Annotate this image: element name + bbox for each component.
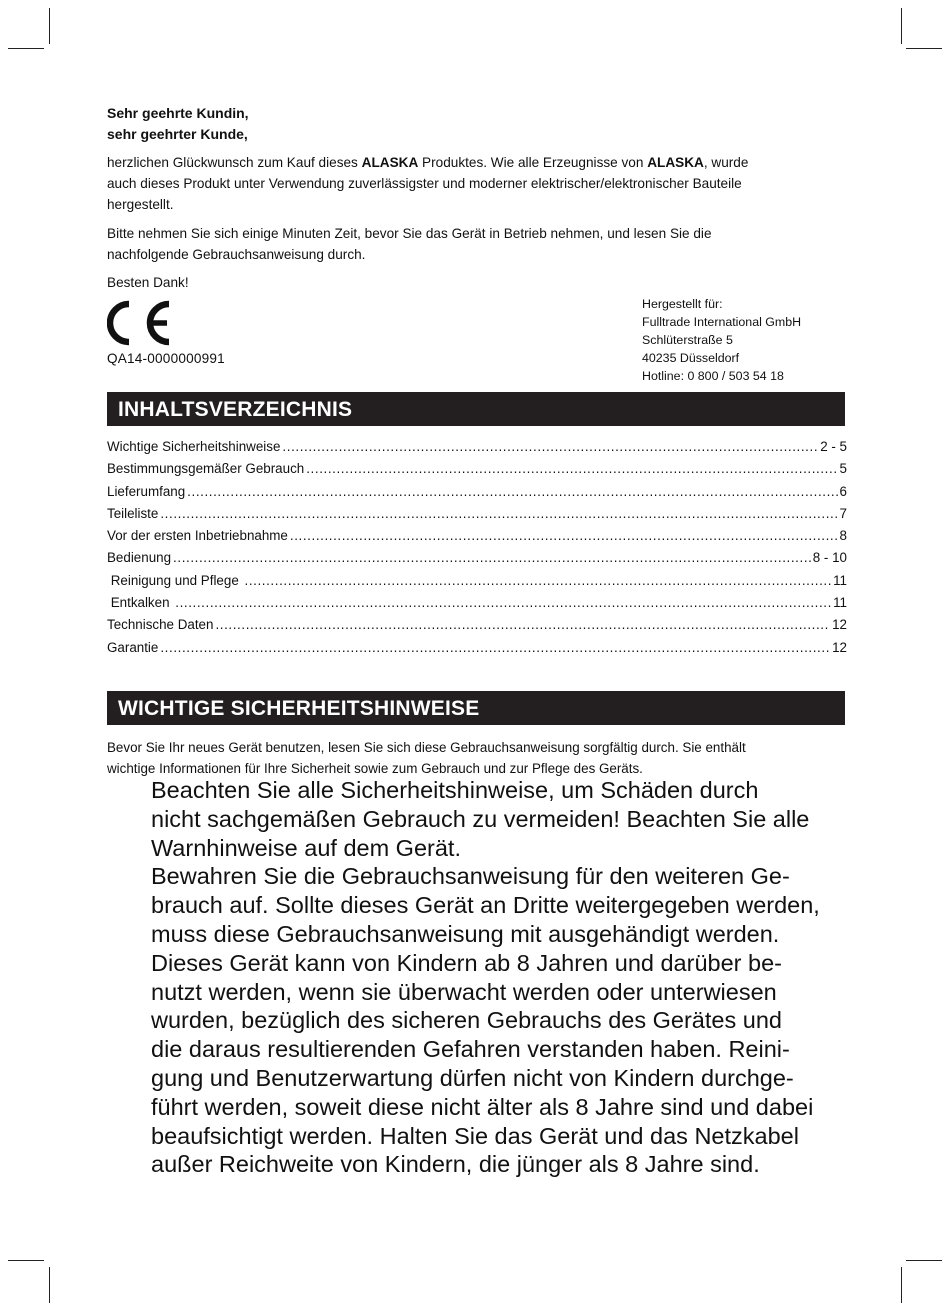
manufacturer-street: Schlüterstraße 5 — [642, 333, 733, 347]
toc-page: 12 — [832, 639, 847, 655]
toc-dots — [290, 525, 838, 547]
paragraph-line — [107, 152, 847, 173]
toc-label: Wichtige Sicherheitshinweise — [107, 439, 281, 454]
thanks-text: Besten Dank! — [107, 275, 189, 290]
safety-intro — [107, 737, 746, 779]
paragraph-line: Bitte nehmen Sie sich einige Minuten Zeit, bevor Sie das Gerät in Betrieb nehmen, und lesen Sie die — [107, 226, 712, 241]
manufacturer-label: Hergestellt für: — [642, 297, 723, 311]
text-run: Produktes. Wie alle Erzeugnisse von — [418, 155, 648, 170]
toc-row[interactable] — [107, 525, 847, 547]
toc-row[interactable] — [107, 481, 847, 503]
toc-row[interactable] — [107, 614, 847, 636]
crop-mark — [49, 1267, 50, 1303]
request-paragraph — [107, 223, 847, 265]
safety-intro-line: wichtige Informationen für Ihre Sicherheit sowie zum Gebrauch und zur Pflege des Geräts. — [107, 761, 643, 776]
toc-page: 11 — [833, 595, 847, 611]
manufacturer-hotline: Hotline: 0 800 / 503 54 18 — [642, 369, 784, 383]
toc-dots — [175, 592, 831, 614]
toc-heading: INHALTSVERZEICHNIS — [107, 392, 845, 426]
toc-dots — [215, 614, 830, 636]
crop-mark — [49, 8, 50, 44]
safety-line: gung und Benutzerwartung dürfen nicht von Kindern durchge- — [151, 1064, 794, 1091]
product-code: QA14-0000000991 — [107, 351, 225, 366]
paragraph-line: auch dieses Produkt unter Verwendung zuverlässigster und moderner elektrischer/elektronischer Bauteile — [107, 176, 742, 191]
greeting — [107, 103, 249, 145]
toc-row[interactable] — [107, 503, 847, 525]
toc-row[interactable] — [107, 458, 847, 480]
toc-row[interactable] — [107, 592, 847, 614]
text-run: , wurde — [703, 155, 749, 170]
toc-label: Vor der ersten Inbetriebnahme — [107, 528, 288, 544]
crop-mark — [8, 1260, 44, 1261]
toc-row[interactable] — [107, 637, 847, 659]
toc-page: 2 - 5 — [820, 439, 847, 454]
safety-text — [151, 776, 820, 1179]
toc-label: Teileliste — [107, 505, 159, 521]
safety-line: muss diese Gebrauchsanweisung mit ausgehändigt werden. — [151, 920, 780, 947]
ce-mark-icon — [107, 300, 177, 346]
manufacturer-city: 40235 Düsseldorf — [642, 351, 740, 365]
toc-label: Entkalken — [107, 595, 174, 611]
safety-intro-line: Bevor Sie Ihr neues Gerät benutzen, lesen Sie sich diese Gebrauchsanweisung sorgfältig durch. Sie enthält — [107, 740, 746, 755]
safety-line: brauch auf. Sollte dieses Gerät an Dritte weitergegeben werden, — [151, 892, 820, 919]
toc-dots — [306, 458, 837, 480]
toc-row[interactable] — [107, 547, 847, 569]
toc-dots — [173, 547, 811, 569]
manufacturer-info — [642, 295, 801, 385]
toc-label: Bedienung — [107, 550, 172, 566]
safety-line: beaufsichtigt werden. Halten Sie das Gerät und das Netzkabel — [151, 1122, 799, 1149]
toc-dots — [282, 436, 818, 458]
paragraph-line: nachfolgende Gebrauchsanweisung durch. — [107, 247, 366, 262]
toc-row[interactable] — [107, 570, 847, 592]
brand-name: ALASKA — [361, 155, 419, 170]
greeting-line: sehr geehrter Kunde, — [107, 126, 248, 142]
toc-page: 5 — [839, 461, 847, 477]
safety-line: wurden, bezüglich des sicheren Gebrauchs des Gerätes und — [151, 1007, 782, 1034]
toc-page: 12 — [832, 617, 847, 633]
safety-line: nutzt werden, wenn sie überwacht werden oder unterwiesen — [151, 978, 777, 1005]
safety-line: nicht sachgemäßen Gebrauch zu vermeiden! Beachten Sie alle — [151, 805, 810, 832]
toc-dots — [187, 481, 837, 503]
toc-list — [107, 436, 847, 659]
intro-paragraph — [107, 152, 847, 215]
safety-line: führt werden, soweit diese nicht älter als 8 Jahre sind und dabei — [151, 1093, 814, 1120]
toc-label: Reinigung und Pflege — [107, 572, 243, 588]
paragraph-line: hergestellt. — [107, 197, 174, 212]
toc-dots — [160, 637, 830, 659]
safety-line: Beachten Sie alle Sicherheitshinweise, um Schäden durch — [151, 777, 759, 803]
toc-row[interactable] — [107, 436, 847, 458]
toc-page: 7 — [839, 505, 847, 521]
toc-page: 8 - 10 — [812, 550, 847, 566]
crop-mark — [901, 8, 902, 44]
toc-dots — [245, 570, 832, 592]
toc-label: Bestimmungsgemäßer Gebrauch — [107, 461, 305, 477]
brand-name: ALASKA — [647, 155, 704, 170]
safety-line: außer Reichweite von Kindern, die jünger als 8 Jahre sind. — [151, 1151, 760, 1178]
toc-page: 8 — [839, 528, 847, 544]
toc-page: 6 — [839, 483, 847, 499]
safety-line: die daraus resultierenden Gefahren verstanden haben. Reini- — [151, 1036, 790, 1063]
toc-label: Garantie — [107, 639, 159, 655]
toc-dots — [160, 503, 837, 525]
crop-mark — [906, 48, 942, 49]
safety-line: Dieses Gerät kann von Kindern ab 8 Jahren und darüber be- — [151, 949, 782, 976]
crop-mark — [901, 1267, 902, 1303]
safety-heading: WICHTIGE SICHERHEITSHINWEISE — [107, 691, 845, 725]
toc-label: Lieferumfang — [107, 483, 186, 499]
crop-mark — [8, 48, 44, 49]
manufacturer-company: Fulltrade International GmbH — [642, 315, 802, 329]
safety-line: Warnhinweise auf dem Gerät. — [151, 834, 461, 861]
toc-label: Technische Daten — [107, 617, 214, 633]
toc-page: 11 — [833, 572, 847, 588]
text-run: herzlichen Glückwunsch zum Kauf dieses — [107, 155, 362, 170]
crop-mark — [906, 1260, 942, 1261]
greeting-line: Sehr geehrte Kundin, — [107, 105, 249, 121]
safety-line: Bewahren Sie die Gebrauchsanweisung für den weiteren Ge- — [151, 863, 790, 890]
